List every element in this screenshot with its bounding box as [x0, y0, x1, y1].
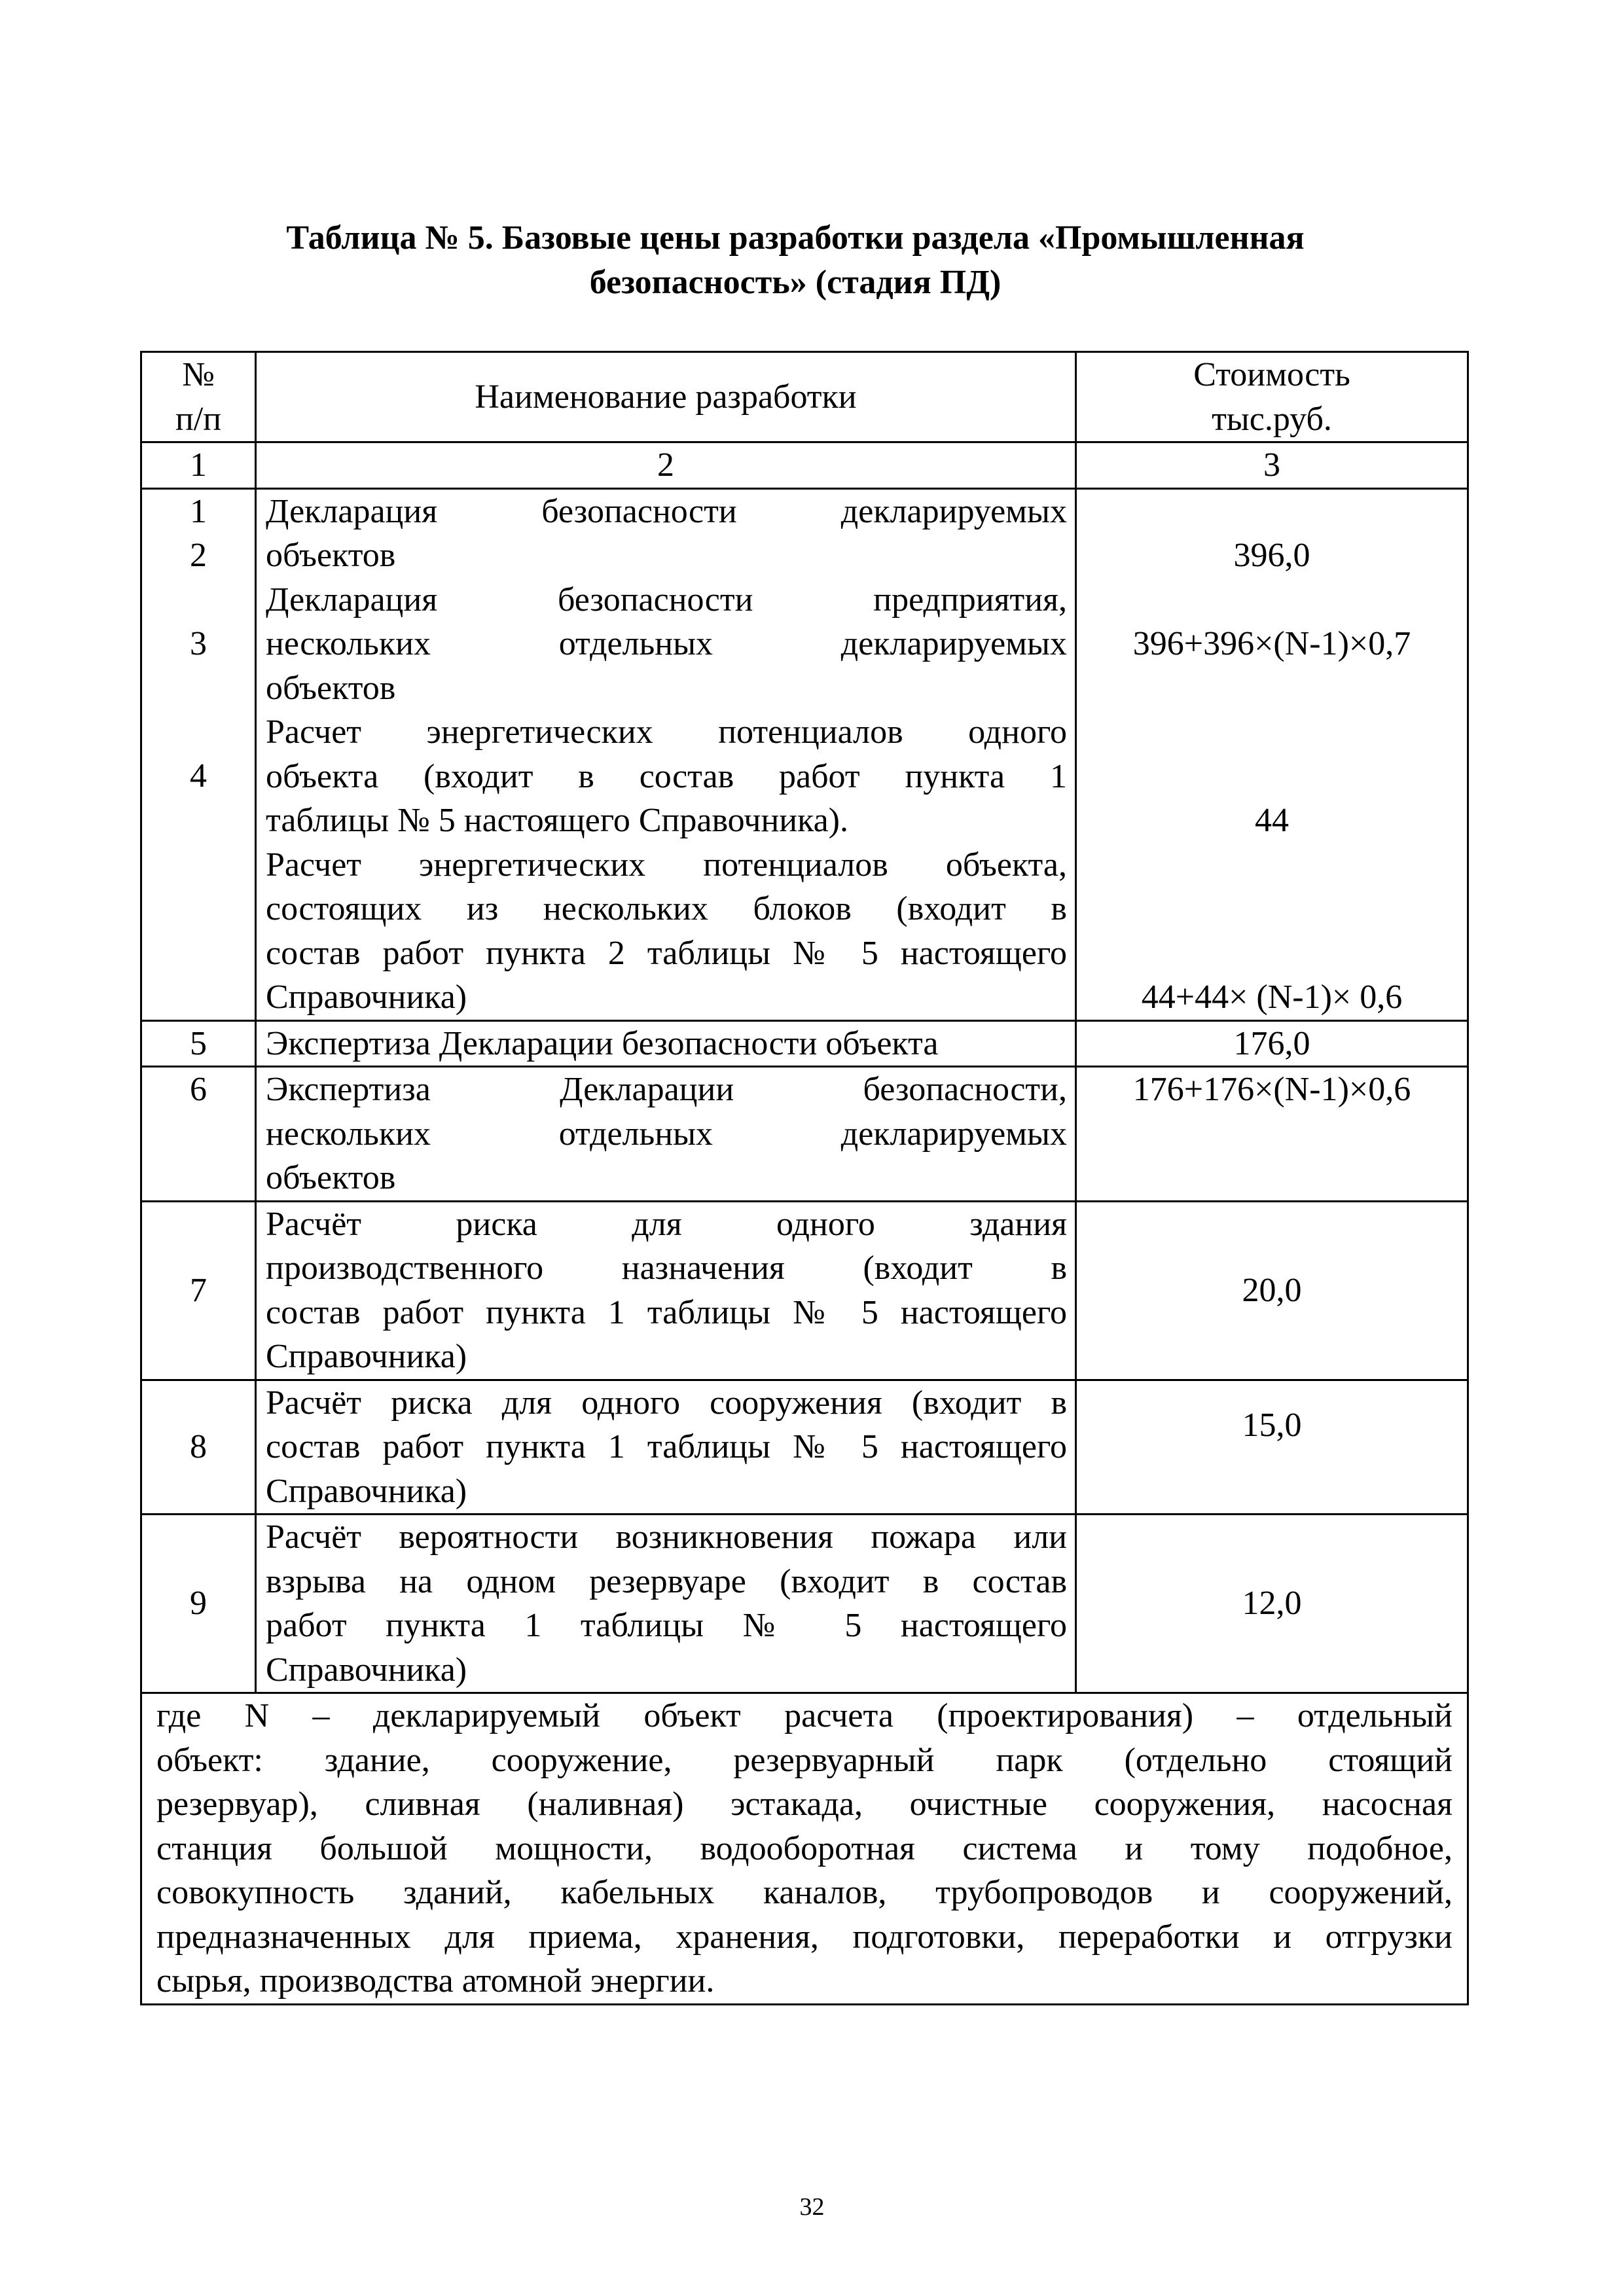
row-name-line: объекта (входит в состав работ пункта 1 [266, 757, 1067, 795]
row-name-line: состав работ пункта 1 таблицы № 5 настоящего [266, 1293, 1067, 1331]
footnote-line: предназначенных для приема, хранения, подготовки, переработки и отгрузки [156, 1918, 1453, 1956]
row-name-line: состав работ пункта 1 таблицы № 5 настоящего [266, 1428, 1067, 1465]
page-number: 32 [799, 2193, 825, 2221]
row-number: 4 [190, 757, 207, 795]
row-name-line: Расчёт риска для одного здания [266, 1205, 1067, 1243]
row-name-line: таблицы № 5 настоящего Справочника). [266, 802, 848, 839]
row-number-cell: 9 [141, 1515, 256, 1693]
caption-line-2: безопасность» (стадия ПД) [589, 264, 1001, 301]
row-name-line: объектов [266, 669, 396, 707]
table-row [141, 1067, 1468, 1202]
table-row [141, 1020, 1468, 1067]
column-number-3: 3 [1076, 442, 1468, 489]
row-number-cell: 8 [141, 1380, 256, 1515]
row-name-line: взрыва на одном резервуаре (входит в состав [266, 1562, 1067, 1600]
column-number-2: 2 [256, 442, 1076, 489]
row-name-line: объектов [266, 537, 396, 574]
table-row [141, 1201, 1468, 1380]
table-caption [141, 216, 1450, 305]
row-name-line: Расчёт риска для одного сооружения (входит в [266, 1384, 1067, 1422]
row-name-line: Расчет энергетических потенциалов объекта, [266, 846, 1067, 884]
row-cost: 396,0 [1233, 537, 1310, 574]
footnote-line: станция большой мощности, водооборотная система и тому подобное, [156, 1829, 1453, 1867]
row-name-line: Декларация безопасности предприятия, [266, 581, 1067, 619]
row-number: 3 [190, 625, 207, 662]
footnote-line: где N – декларируемый объект расчета (проектирования) – отдельный [156, 1697, 1453, 1734]
row-cost-cell: 15,0 [1076, 1380, 1468, 1515]
header-cost-label: Стоимость [1193, 356, 1350, 393]
row-name-line: Справочника) [266, 1651, 467, 1689]
price-table [140, 351, 1469, 2005]
column-number-row [141, 442, 1468, 489]
row-name-cell [256, 1380, 1076, 1515]
row-cost-cell: 12,0 [1076, 1515, 1468, 1693]
row-name-line: состоящих из нескольких блоков (входит в [266, 890, 1067, 927]
row-cost-cell: 176+176×(N-1)×0,6 [1076, 1067, 1468, 1202]
row-number-cell: 6 [141, 1067, 256, 1202]
row-number: 1 [190, 492, 207, 530]
header-name-cell: Наименование разработки [256, 352, 1076, 442]
row-cost: 44 [1255, 802, 1289, 839]
row-name-line: нескольких отдельных декларируемых [266, 625, 1067, 662]
row-name-line: Справочника) [266, 1338, 467, 1375]
row-name-line: Экспертиза Декларации безопасности объекта [266, 1024, 939, 1062]
row-name-line: состав работ пункта 2 таблицы № 5 настоящего [266, 934, 1067, 972]
row-name-line: Справочника) [266, 978, 467, 1016]
header-number-symbol: № [182, 356, 215, 393]
caption-line-1: Таблица № 5. Базовые цены разработки раздела «Промышленная [286, 219, 1305, 257]
row-name-line: производственного назначения (входит в [266, 1249, 1067, 1287]
table-row [141, 1515, 1468, 1693]
row-cost: 396+396×(N-1)×0,7 [1132, 625, 1411, 662]
row-number-cell: 5 [141, 1020, 256, 1067]
row-name-line: Экспертиза Декларации безопасности, [266, 1071, 1067, 1108]
note-row [141, 1693, 1468, 2005]
footnote-line: совокупность зданий, кабельных каналов, трубопроводов и сооружений, [156, 1874, 1453, 1911]
footnote-line: резервуар), сливная (наливная) эстакада, очистные сооружения, насосная [156, 1785, 1453, 1823]
row-name-cell [256, 1515, 1076, 1693]
row-number: 2 [190, 537, 207, 574]
row-cost: 44+44× (N-1)× 0,6 [1141, 978, 1403, 1016]
header-cost-unit: тыс.руб. [1212, 400, 1332, 438]
row-cost-cell: 176,0 [1076, 1020, 1468, 1067]
row-name-line: Расчет энергетических потенциалов одного [266, 713, 1067, 751]
footnote-line: сырья, производства атомной энергии. [156, 1962, 715, 2000]
column-number-1: 1 [141, 442, 256, 489]
header-number-label: п/п [175, 400, 222, 438]
row-name-line: Декларация безопасности декларируемых [266, 492, 1067, 530]
row-name-line: Справочника) [266, 1472, 467, 1510]
header-cost-cell [1076, 352, 1468, 442]
row-name-line: объектов [266, 1159, 396, 1196]
row-cost-cell [1076, 488, 1468, 1020]
header-number-cell [141, 352, 256, 442]
row-name-line: нескольких отдельных декларируемых [266, 1115, 1067, 1153]
row-number-cell: 7 [141, 1201, 256, 1380]
row-name-line: Расчёт вероятности возникновения пожара или [266, 1518, 1067, 1556]
footnote-cell [141, 1693, 1468, 2005]
table-row [141, 488, 1468, 1020]
footnote-line: объект: здание, сооружение, резервуарный парк (отдельно стоящий [156, 1741, 1453, 1779]
row-name-line: работ пункта 1 таблицы № 5 настоящего [266, 1607, 1067, 1644]
row-number-cell [141, 488, 256, 1020]
table-row [141, 1380, 1468, 1515]
row-name-cell [256, 1020, 1076, 1067]
row-name-cell [256, 488, 1076, 1020]
row-name-cell [256, 1067, 1076, 1202]
row-cost-cell: 20,0 [1076, 1201, 1468, 1380]
header-row [141, 352, 1468, 442]
row-name-cell [256, 1201, 1076, 1380]
